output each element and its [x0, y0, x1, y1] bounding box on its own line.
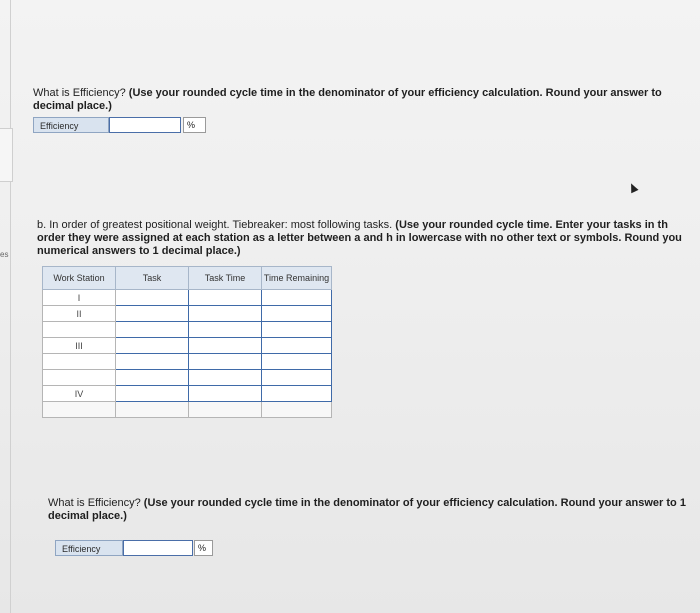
- task-time-input[interactable]: [189, 386, 262, 402]
- part-b-line2-wrap: [37, 231, 682, 245]
- table-header-row: [43, 267, 332, 290]
- task-input[interactable]: [116, 290, 189, 306]
- time-remaining-cell: [262, 402, 332, 418]
- station-cell: II: [43, 306, 116, 322]
- task-time-cell: [189, 402, 262, 418]
- task-time-input[interactable]: [189, 370, 262, 386]
- task-input[interactable]: [116, 322, 189, 338]
- edge-label: es: [0, 250, 9, 259]
- station-cell: I: [43, 290, 116, 306]
- task-input[interactable]: [116, 306, 189, 322]
- part-b-line1-bold: (Use your rounded cycle time. Enter your tasks in th: [395, 219, 668, 231]
- question-1-line2-wrap: [33, 99, 112, 113]
- efficiency-field-2: [55, 540, 213, 556]
- part-b-line1: [37, 218, 668, 232]
- header-time-remaining: Time Remaining: [262, 267, 332, 290]
- table-row: [43, 322, 332, 338]
- table-row: [43, 290, 332, 306]
- question-1-instruction: (Use your rounded cycle time in the denominator of your efficiency calculation. Round your answer to: [128, 87, 662, 99]
- time-remaining-input[interactable]: [262, 386, 332, 402]
- station-cell: IV: [43, 386, 116, 402]
- efficiency-question-1: [33, 86, 662, 100]
- task-input[interactable]: [116, 354, 189, 370]
- table-row: [43, 306, 332, 322]
- station-cell: III: [43, 338, 116, 354]
- question-2-instruction-line2: decimal place.): [48, 510, 127, 522]
- question-1-instruction-line2: decimal place.): [33, 100, 112, 112]
- task-time-input[interactable]: [189, 338, 262, 354]
- efficiency-label-2: Efficiency: [55, 540, 123, 556]
- percent-unit-1: %: [183, 117, 206, 133]
- part-b-line3-wrap: [37, 244, 241, 258]
- time-remaining-input[interactable]: [262, 338, 332, 354]
- efficiency-input-1[interactable]: [109, 117, 181, 133]
- task-time-input[interactable]: [189, 322, 262, 338]
- question-2-line2-wrap: [48, 509, 127, 523]
- table-row: [43, 402, 332, 418]
- task-input[interactable]: [116, 386, 189, 402]
- work-station-table: [42, 266, 332, 418]
- header-task-time: Task Time: [189, 267, 262, 290]
- efficiency-field-1: [33, 117, 206, 133]
- percent-unit-2: %: [194, 540, 213, 556]
- time-remaining-input[interactable]: [262, 370, 332, 386]
- header-work-station: Work Station: [43, 267, 116, 290]
- part-b-line1-plain: b. In order of greatest positional weight. Tiebreaker: most following tasks.: [37, 219, 396, 231]
- table-row: [43, 370, 332, 386]
- task-time-input[interactable]: [189, 290, 262, 306]
- station-cell: [43, 322, 116, 338]
- task-input[interactable]: [116, 338, 189, 354]
- station-cell: [43, 402, 116, 418]
- time-remaining-input[interactable]: [262, 306, 332, 322]
- task-time-input[interactable]: [189, 354, 262, 370]
- part-b-line2: order they were assigned at each station as a letter between a and h in lowercase with no other text or symbols. Round you: [37, 232, 682, 244]
- header-task: Task: [116, 267, 189, 290]
- efficiency-question-2: [48, 496, 686, 510]
- task-cell: [116, 402, 189, 418]
- efficiency-input-2[interactable]: [123, 540, 193, 556]
- efficiency-label-1: Efficiency: [33, 117, 109, 133]
- question-1-prefix: What is Efficiency?: [33, 87, 129, 99]
- question-2-instruction: (Use your rounded cycle time in the denominator of your efficiency calculation. Round your answer to 1: [143, 497, 686, 509]
- station-cell: [43, 370, 116, 386]
- question-2-prefix: What is Efficiency?: [48, 497, 144, 509]
- task-input[interactable]: [116, 370, 189, 386]
- part-b-line3: numerical answers to 1 decimal place.): [37, 245, 241, 257]
- table-row: [43, 354, 332, 370]
- left-border: [10, 0, 11, 613]
- table-row: [43, 338, 332, 354]
- station-cell: [43, 354, 116, 370]
- mouse-cursor-icon: [627, 182, 638, 194]
- side-tab[interactable]: [0, 128, 13, 182]
- task-time-input[interactable]: [189, 306, 262, 322]
- table-row: [43, 386, 332, 402]
- time-remaining-input[interactable]: [262, 354, 332, 370]
- time-remaining-input[interactable]: [262, 322, 332, 338]
- time-remaining-input[interactable]: [262, 290, 332, 306]
